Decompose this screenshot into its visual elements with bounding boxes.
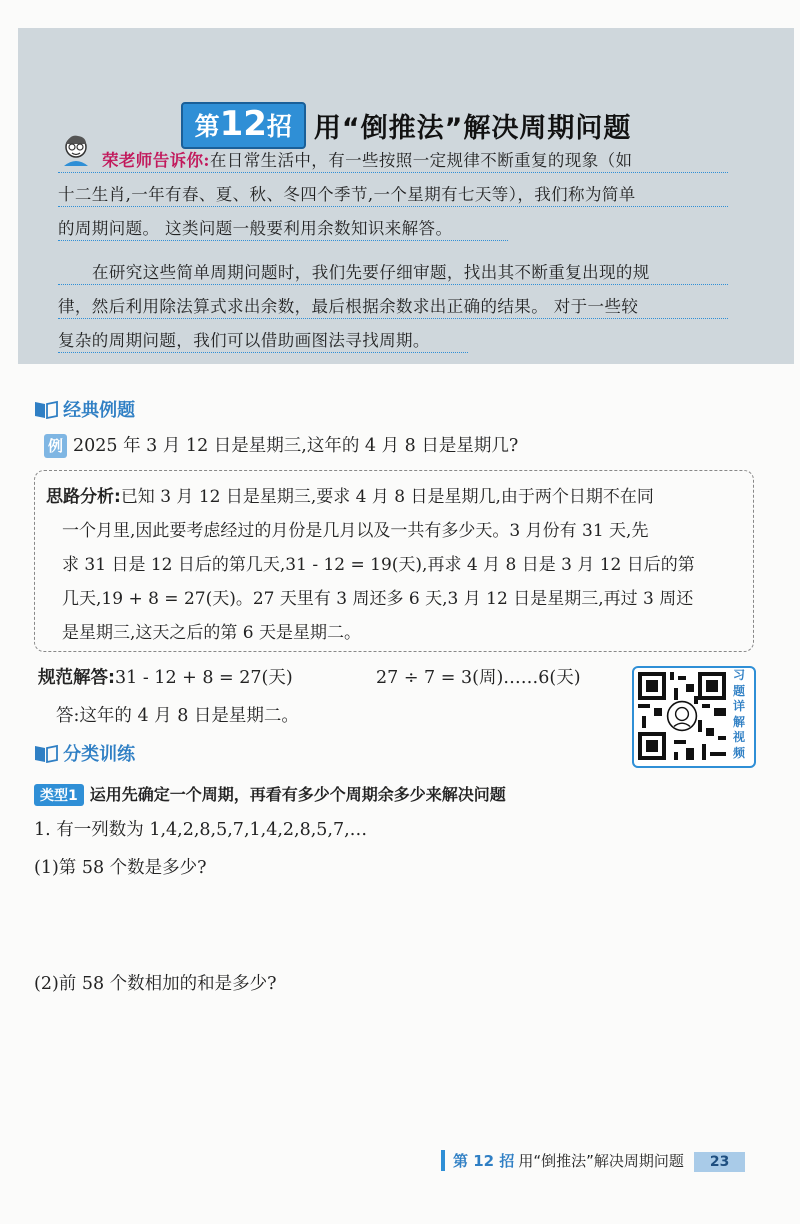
section-header-classic [34, 396, 135, 422]
analysis-line: 几天,19 + 8 = 27(天)。27 天里有 3 周还多 6 天,3 月 12 日是星期三,再过 3 周还 [62, 589, 694, 609]
qr-caption-char: 习 [732, 668, 745, 682]
solution-equation-1: 31 - 12 + 8 = 27(天) [115, 668, 293, 688]
intro-line-2: 十二生肖,一年有春、夏、秋、冬四个季节,一个星期有七天等），我们称为简单 [58, 184, 728, 207]
intro-line-4: 在研究这些简单周期问题时，我们先要仔细审题，找出其不断重复出现的规 [58, 262, 728, 285]
example-question-text: 2025 年 3 月 12 日是星期三,这年的 4 月 8 日是星期几? [73, 436, 519, 456]
section-header-training [34, 740, 135, 766]
type-description: 运用先确定一个周期，再看有多少个周期余多少来解决问题 [89, 785, 506, 804]
solution-equation-2: 27 ÷ 7 = 3(周)……6(天) [376, 668, 581, 688]
solution-row [38, 666, 293, 690]
qr-code-icon[interactable] [638, 672, 726, 760]
intro-line-6: 复杂的周期问题，我们可以借助画图法寻找周期。 [58, 330, 468, 353]
question-1: 1. 有一列数为 1,4,2,8,5,7,1,4,2,8,5,7,… [34, 820, 368, 840]
page-title: 用“倒推法”解决周期问题 [313, 113, 632, 144]
type-tag: 类型1 [34, 784, 84, 806]
book-icon [34, 743, 58, 763]
chapter-badge [181, 102, 306, 149]
book-icon [34, 399, 58, 419]
chapter-suffix: 招 [266, 112, 292, 141]
example-question [44, 434, 518, 458]
question-1-part-2: (2)前 58 个数相加的和是多少? [34, 974, 277, 994]
qr-caption-char: 题 [732, 683, 745, 698]
qr-caption-char: 详 [732, 699, 745, 713]
qr-caption-char: 视 [732, 730, 745, 744]
page-number: 23 [694, 1152, 745, 1172]
intro-text: 在日常生活中，有一些按照一定规律不断重复的现象（如 [209, 151, 633, 170]
footer-title: 用“倒推法”解决周期问题 [518, 1152, 684, 1170]
question-1-part-1: (1)第 58 个数是多少? [34, 858, 207, 878]
section-title-classic: 经典例题 [63, 400, 136, 421]
section-title-training: 分类训练 [63, 744, 136, 765]
chapter-number: 12 [219, 104, 267, 144]
intro-line-3: 的周期问题。 这类问题一般要利用余数知识来解答。 [58, 218, 508, 241]
footer-bar [441, 1150, 793, 1180]
analysis-label: 思路分析: [46, 487, 121, 507]
footer-chapter: 第 12 招 [441, 1150, 514, 1171]
chapter-title-bar [18, 102, 794, 146]
intro-line-1 [58, 150, 728, 173]
analysis-line: 求 31 日是 12 日后的第几天,31 - 12 = 19(天),再求 4 月 8 日是 3 月 12 日后的第 [62, 555, 695, 575]
teacher-label: 荣老师告诉你: [102, 151, 210, 170]
qr-caption [729, 668, 749, 761]
type-row [34, 782, 506, 806]
answer-text: 答:这年的 4 月 8 日是星期二。 [56, 706, 299, 726]
intro-line-5: 律，然后利用除法算式求出余数，最后根据余数求出正确的结果。 对于一些较 [58, 296, 728, 319]
qr-caption-char: 解 [732, 714, 745, 729]
qr-caption-char: 频 [732, 745, 745, 760]
solution-label: 规范解答: [38, 668, 115, 688]
example-tag: 例 [44, 434, 67, 458]
analysis-line: 一个月里,因此要考虑经过的月份是几月以及一共有多少天。3 月份有 31 天,先 [62, 521, 649, 541]
analysis-line: 是星期三,这天之后的第 6 天是星期二。 [62, 623, 362, 643]
analysis-line: 已知 3 月 12 日是星期三,要求 4 月 8 日是星期几,由于两个日期不在同 [120, 487, 654, 507]
analysis-text [46, 480, 695, 650]
chapter-prefix: 第 [194, 112, 220, 141]
